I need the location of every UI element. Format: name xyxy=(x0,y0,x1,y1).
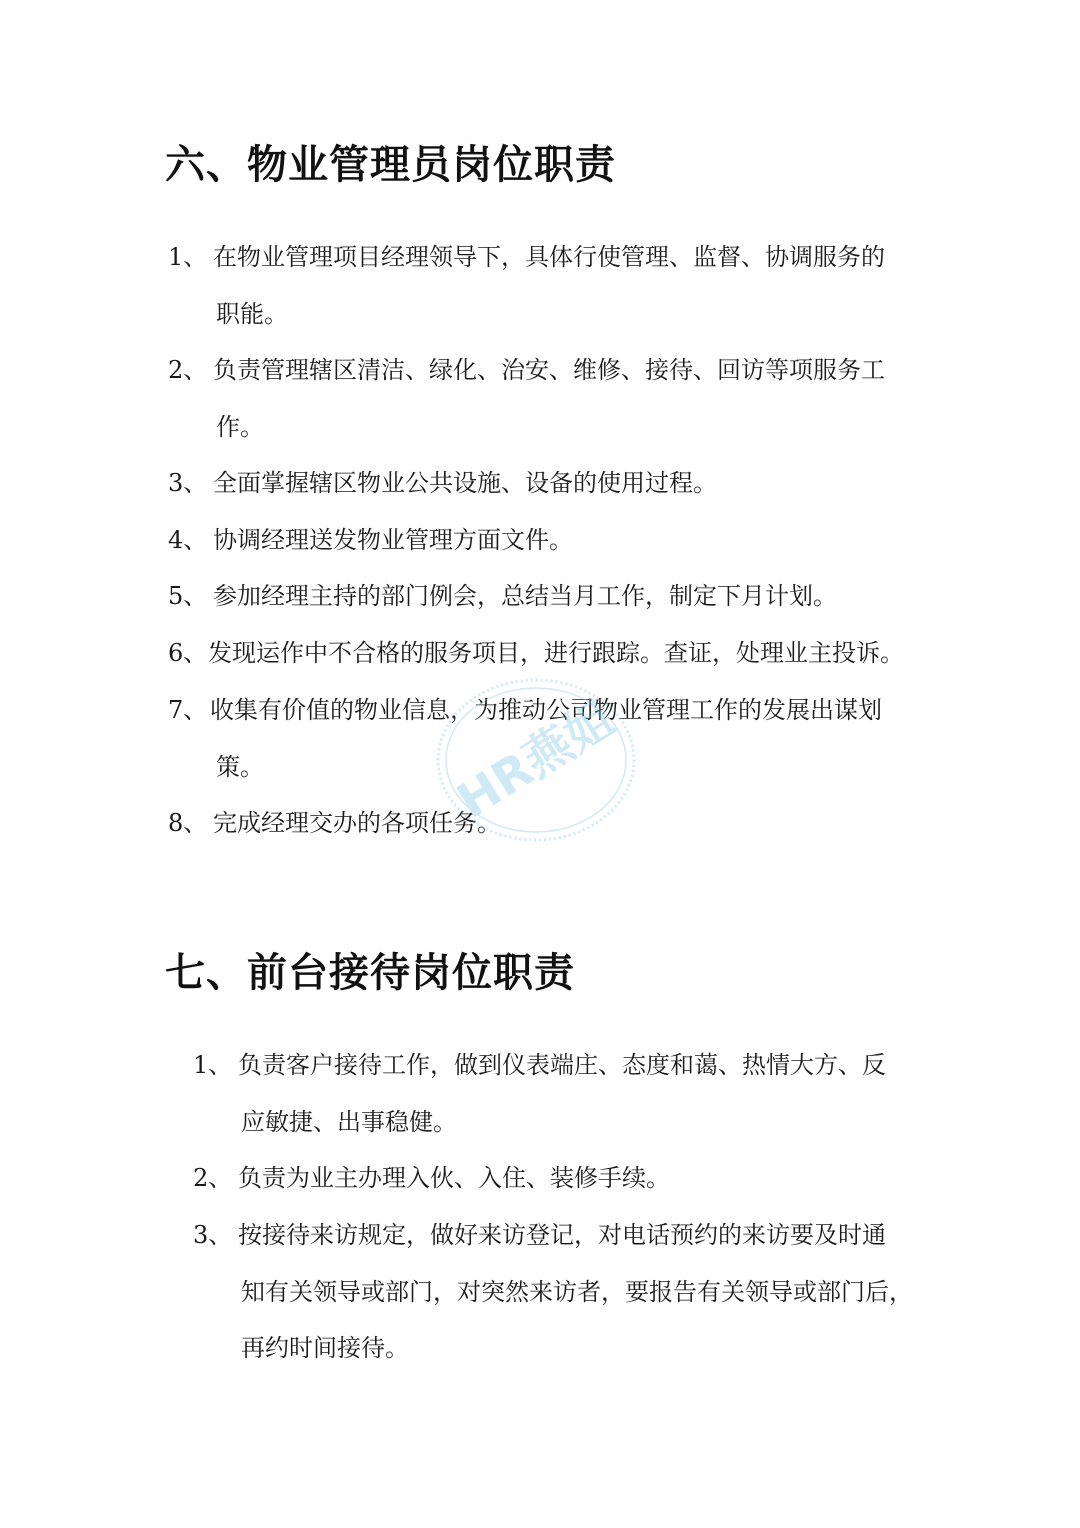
item-number: 6、 xyxy=(168,639,208,667)
item-number: 3、 xyxy=(168,469,208,497)
item-number: 2、 xyxy=(193,1164,233,1192)
item-text: 策。 xyxy=(216,752,264,781)
list-item xyxy=(168,625,904,682)
list-item xyxy=(193,1207,913,1377)
item-text: 收集有价值的物业信息，为推动公司物业管理工作的发展出谋划 xyxy=(210,696,882,724)
section-heading-7: 七、前台接待岗位职责 xyxy=(165,950,575,996)
item-text: 完成经理交办的各项任务。 xyxy=(213,809,501,837)
item-text: 负责为业主办理入伙、入住、装修手续。 xyxy=(238,1164,670,1192)
watermark-text: HR燕姐 xyxy=(447,690,625,830)
item-number: 1、 xyxy=(168,243,208,271)
item-text: 发现运作中不合格的服务项目，进行跟踪。查证，处理业主投诉。 xyxy=(208,639,904,667)
item-text: 按接待来访规定，做好来访登记，对电话预约的来访要及时通 xyxy=(238,1221,886,1249)
item-text: 负责客户接待工作，做到仪表端庄、态度和蔼、热情大方、反 xyxy=(238,1051,886,1079)
item-number: 8、 xyxy=(168,809,208,837)
item-number: 3、 xyxy=(193,1221,233,1249)
list-item xyxy=(193,1037,886,1150)
item-text: 协调经理送发物业管理方面文件。 xyxy=(213,526,573,554)
item-number: 4、 xyxy=(168,526,208,554)
item-text: 作。 xyxy=(216,412,264,441)
item-number: 5、 xyxy=(168,582,208,610)
item-text: 再约时间接待。 xyxy=(241,1334,409,1362)
list-item xyxy=(193,1150,670,1207)
item-number: 2、 xyxy=(168,356,208,384)
list-item xyxy=(168,682,882,795)
item-text: 负责管理辖区清洁、绿化、治安、维修、接待、回访等项服务工 xyxy=(213,356,885,384)
list-item xyxy=(168,568,837,625)
item-text: 职能。 xyxy=(216,299,288,328)
item-text: 应敏捷、出事稳健。 xyxy=(241,1107,457,1136)
section-heading-6: 六、物业管理员岗位职责 xyxy=(165,142,616,188)
item-number: 7、 xyxy=(168,696,208,724)
list-item xyxy=(168,229,885,342)
item-text: 参加经理主持的部门例会，总结当月工作，制定下月计划。 xyxy=(213,582,837,610)
list-item xyxy=(168,795,501,852)
item-text: 全面掌握辖区物业公共设施、设备的使用过程。 xyxy=(213,469,717,497)
list-item xyxy=(168,512,573,569)
item-text: 知有关领导或部门，对突然来访者，要报告有关领导或部门后， xyxy=(241,1277,913,1306)
list-item xyxy=(168,455,717,512)
item-text: 在物业管理项目经理领导下，具体行使管理、监督、协调服务的 xyxy=(213,243,885,271)
list-item xyxy=(168,342,885,455)
item-number: 1、 xyxy=(193,1051,233,1079)
